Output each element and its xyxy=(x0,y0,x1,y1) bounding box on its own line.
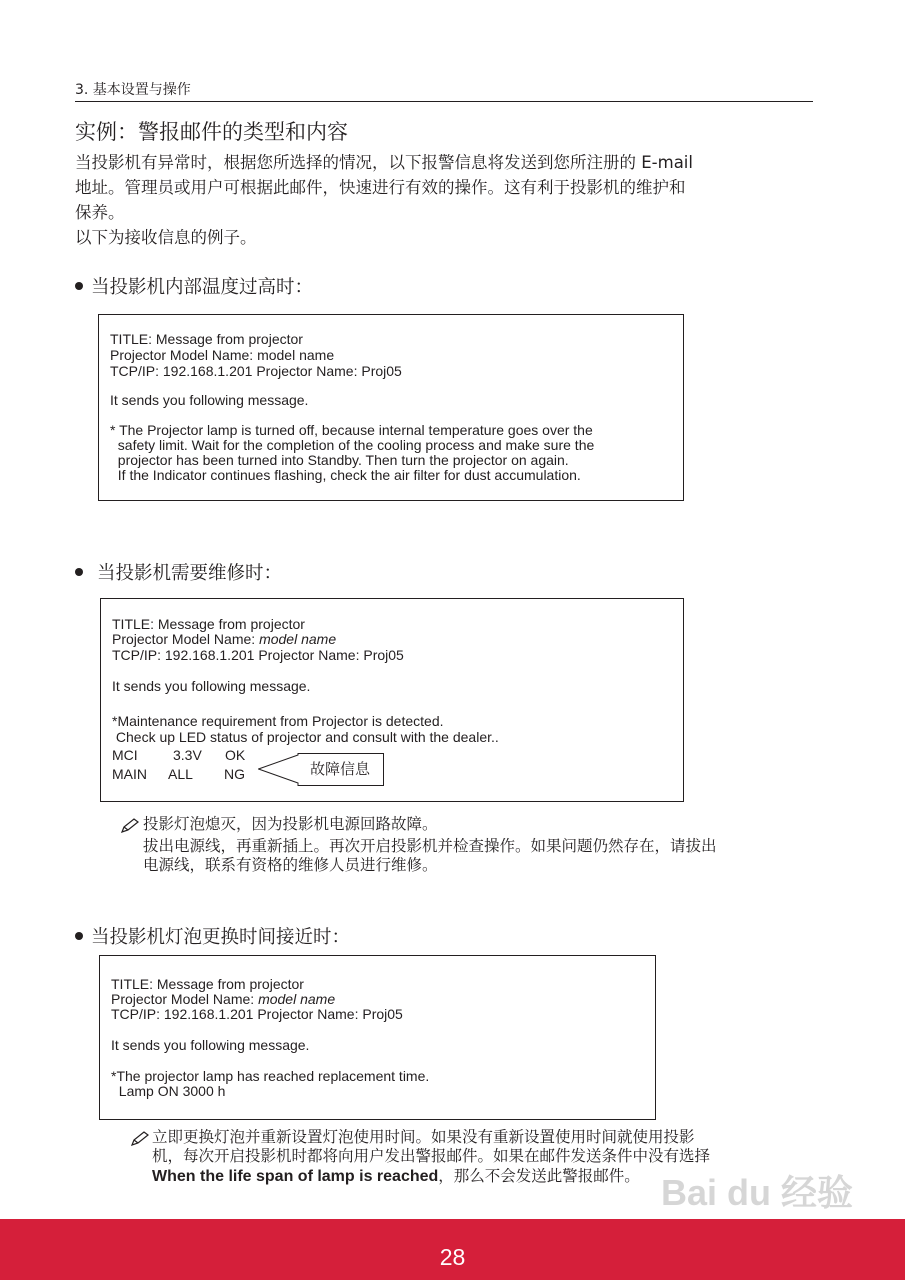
section-heading-text: 当投影机需要维修时： xyxy=(97,563,283,584)
email-sends-line: It sends you following message. xyxy=(111,1037,310,1053)
email-model-line xyxy=(110,347,334,363)
email-sends-line: It sends you following message. xyxy=(112,678,311,694)
section-heading-overheat xyxy=(75,273,313,299)
email-message-line: Check up LED status of projector and consult with the dealer.. xyxy=(112,729,499,745)
breadcrumb: 3. 基本设置与操作 xyxy=(75,82,191,98)
model-label: Projector Model Name: xyxy=(110,347,258,363)
section-heading-text: 当投影机灯泡更换时间接近时： xyxy=(91,927,351,948)
email-message-line: * The Projector lamp is turned off, because internal temperature goes over the xyxy=(110,422,593,438)
email-model-line xyxy=(111,991,335,1007)
email-sends-line: It sends you following message. xyxy=(110,392,309,408)
status-cell: MAIN xyxy=(112,766,147,782)
section-heading-lamp xyxy=(75,923,350,949)
email-tcpip-line: TCP/IP: 192.168.1.201 Projector Name: Proj05 xyxy=(112,647,404,663)
email-title-line: TITLE: Message from projector xyxy=(110,331,303,347)
intro-line: 以下为接收信息的例子。 xyxy=(75,228,257,247)
email-message-line: *Maintenance requirement from Projector is detected. xyxy=(112,713,444,729)
bullet-icon xyxy=(75,282,83,290)
watermark-logo: Bai du 经验 xyxy=(660,1172,853,1213)
callout-label: 故障信息 xyxy=(310,760,371,778)
email-message-line: Lamp ON 3000 h xyxy=(111,1083,226,1099)
intro-line: 当投影机有异常时，根据您所选择的情况，以下报警信息将发送到您所注册的 E-mail xyxy=(75,153,693,172)
email-example-box-lamp xyxy=(99,955,656,1120)
email-message-line: safety limit. Wait for the completion of the cooling process and make sure the xyxy=(110,437,595,453)
note-line: 机，每次开启投影机时都将向用户发出警报邮件。如果在邮件发送条件中没有选择 xyxy=(152,1147,711,1165)
section-heading-maintenance xyxy=(75,559,282,585)
note-line xyxy=(152,1167,640,1186)
email-example-box-maintenance xyxy=(100,598,684,802)
note-rest: ，那么不会发送此警报邮件。 xyxy=(438,1167,640,1185)
note-bold-setting: When the life span of lamp is reached xyxy=(152,1168,439,1185)
bullet-icon xyxy=(75,932,83,940)
section-heading-text: 当投影机内部温度过高时： xyxy=(91,277,314,298)
status-cell: OK xyxy=(225,747,246,763)
model-value: model name xyxy=(259,631,337,647)
email-title-line: TITLE: Message from projector xyxy=(112,616,305,632)
model-value: model name xyxy=(258,991,336,1007)
note-line: 投影灯泡熄灭，因为投影机电源回路故障。 xyxy=(143,815,438,833)
bullet-icon xyxy=(75,568,83,576)
page-title: 实例：警报邮件的类型和内容 xyxy=(75,120,348,144)
model-value: model name xyxy=(257,347,335,363)
pencil-icon xyxy=(130,1131,150,1147)
intro-line: 地址。管理员或用户可根据此邮件，快速进行有效的操作。这有利于投影机的维护和 xyxy=(75,178,686,197)
pencil-icon xyxy=(120,818,140,834)
header-divider xyxy=(75,101,813,102)
email-title-line: TITLE: Message from projector xyxy=(111,976,304,992)
page-number: 28 xyxy=(439,1244,466,1270)
email-model-line xyxy=(112,631,336,647)
status-cell: 3.3V xyxy=(173,747,202,763)
email-example-box-overheat xyxy=(98,314,684,501)
maintenance-note xyxy=(120,815,800,879)
note-line: 拔出电源线，再重新插上。再次开启投影机并检查操作。如果问题仍然存在，请拔出 xyxy=(143,837,717,855)
status-cell: NG xyxy=(224,766,245,782)
email-message-line: projector has been turned into Standby. Then turn the projector on again. xyxy=(110,452,569,468)
note-line: 立即更换灯泡并重新设置灯泡使用时间。如果没有重新设置使用时间就使用投影 xyxy=(152,1128,695,1146)
status-cell: ALL xyxy=(168,766,193,782)
status-cell: MCI xyxy=(112,747,138,763)
model-label: Projector Model Name: xyxy=(112,631,260,647)
email-message-line: If the Indicator continues flashing, check the air filter for dust accumulation. xyxy=(110,467,581,483)
model-label: Projector Model Name: xyxy=(111,991,259,1007)
intro-line: 保养。 xyxy=(75,203,125,222)
email-tcpip-line: TCP/IP: 192.168.1.201 Projector Name: Proj05 xyxy=(111,1006,403,1022)
email-tcpip-line: TCP/IP: 192.168.1.201 Projector Name: Proj05 xyxy=(110,363,402,379)
note-line: 电源线，联系有资格的维修人员进行维修。 xyxy=(143,856,438,874)
intro-paragraph xyxy=(75,150,815,250)
email-message-line: *The projector lamp has reached replacement time. xyxy=(111,1068,430,1084)
